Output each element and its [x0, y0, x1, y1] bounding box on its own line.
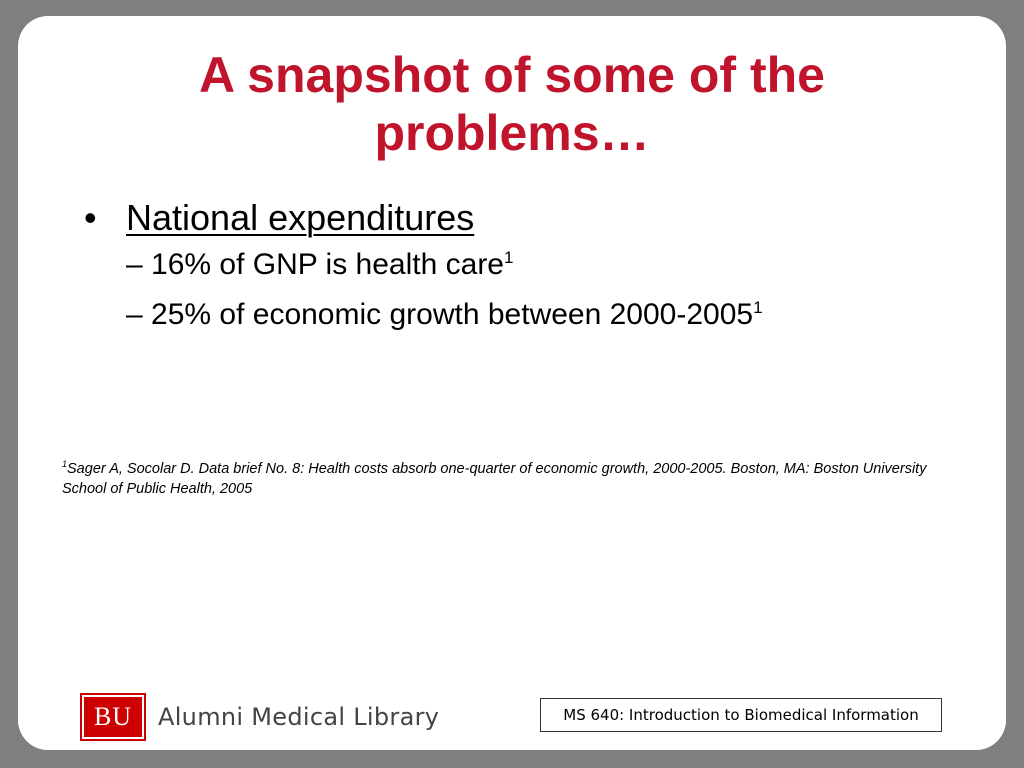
sub-bullet-list [126, 248, 964, 332]
bu-logo-mark: BU [82, 695, 144, 739]
bullet-marker: • [84, 197, 97, 238]
library-name: Alumni Medical Library [158, 703, 440, 731]
footnote-text: Sager A, Socolar D. Data brief No. 8: Health costs absorb one-quarter of economic growth, 2000-2005. Boston, MA: Boston University School of Public Health, 2005 [62, 461, 927, 497]
sub-bullet-item [126, 248, 964, 282]
footnote-marker: 1 [62, 459, 68, 470]
citation-superscript: 1 [504, 248, 514, 267]
slide [18, 16, 1006, 750]
slide-title: A snapshot of some of the problems… [199, 47, 825, 161]
citation-superscript: 1 [753, 298, 763, 317]
course-label-box: MS 640: Introduction to Biomedical Information [540, 698, 942, 732]
sub-bullet-text: – 16% of GNP is health care [126, 248, 504, 281]
sub-bullet-item [126, 298, 964, 332]
sub-bullet-text: – 25% of economic growth between 2000-2005 [126, 298, 754, 331]
bullet-label: National expenditures [126, 197, 475, 238]
bullet-list [84, 196, 964, 348]
library-logo [82, 694, 439, 740]
bullet-item-national-expenditures [84, 196, 964, 332]
footnote [62, 459, 932, 499]
